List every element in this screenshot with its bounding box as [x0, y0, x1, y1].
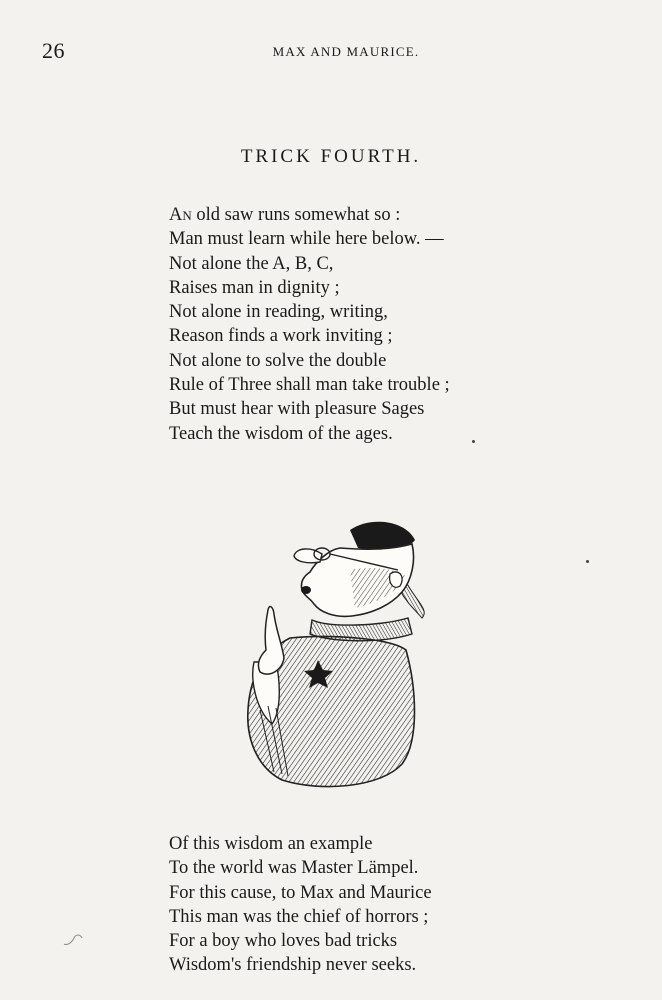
poem-line: Not alone the A, B, C, [169, 253, 334, 274]
poem-line: Raises man in dignity ; [169, 277, 340, 298]
ink-speck-icon [472, 440, 475, 443]
poem-line: This man was the chief of horrors ; [169, 906, 429, 927]
poem-line: Wisdom's friendship never seeks. [169, 955, 417, 976]
poem-line: To the world was Master Lämpel. [169, 858, 419, 879]
page-number: 26 [42, 38, 65, 63]
poem-line [169, 203, 450, 227]
poem-line: Reason finds a work inviting ; [169, 326, 393, 347]
stray-ink-mark-icon [62, 930, 86, 948]
poem-line: For this cause, to Max and Maurice [169, 882, 432, 903]
running-head-text: MAX AND MAURICE. [272, 44, 420, 59]
chapter-title: TRICK FOURTH. [240, 146, 422, 167]
stanza-1 [169, 203, 450, 446]
first-line-rest: old saw runs somewhat so : [191, 205, 401, 225]
poem-line: Of this wisdom an example [169, 834, 373, 854]
poem-line: For a boy who loves bad tricks [169, 931, 398, 952]
stanza-2 [169, 832, 432, 978]
poem-line: Not alone to solve the double [169, 350, 387, 371]
poem-line: Rule of Three shall man take trouble ; [169, 375, 450, 396]
poem-line: Not alone in reading, writing, [169, 302, 388, 323]
master-lampel-illustration-icon [230, 510, 440, 790]
poem-line: Teach the wisdom of the ages. [169, 423, 393, 444]
first-word: An [169, 205, 192, 225]
poem-line: Man must learn while here below. — [169, 229, 444, 250]
poem-line: But must hear with pleasure Sages [169, 399, 425, 420]
running-head [0, 44, 662, 60]
ink-speck-icon [586, 560, 589, 563]
